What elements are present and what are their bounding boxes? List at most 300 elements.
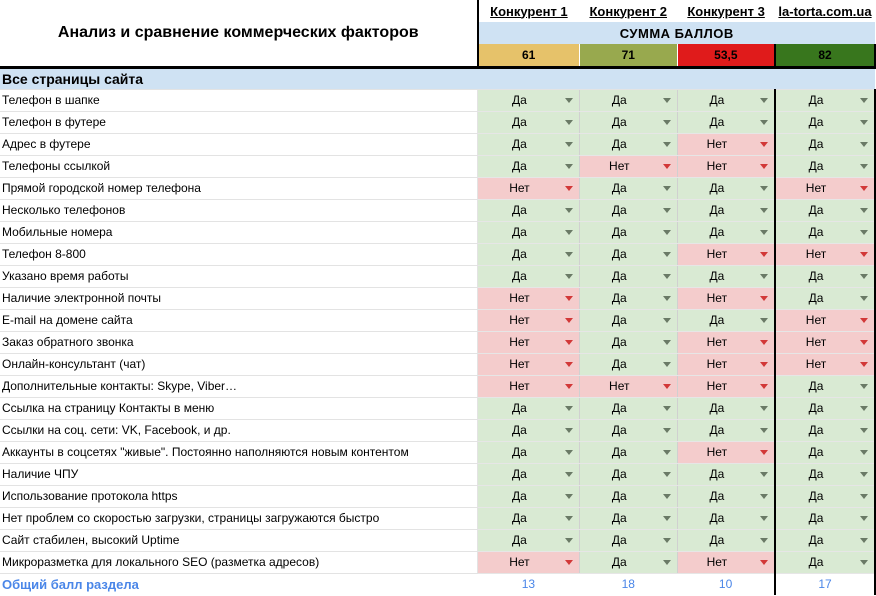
status-dropdown[interactable] <box>579 375 677 397</box>
status-dropdown[interactable] <box>677 155 775 177</box>
status-value: Да <box>611 532 627 547</box>
dropdown-arrow-icon[interactable] <box>565 318 573 323</box>
row-label[interactable]: Мобильные номера <box>0 221 478 243</box>
status-dropdown[interactable] <box>478 551 580 573</box>
dropdown-arrow-icon[interactable] <box>860 274 868 279</box>
total-value[interactable]: 10 <box>718 577 733 592</box>
competitor-3-header[interactable]: Конкурент 3 <box>687 3 765 19</box>
status-value: Да <box>808 136 824 151</box>
status-value: Да <box>512 422 527 437</box>
status-value: Да <box>808 290 824 305</box>
status-dropdown[interactable] <box>478 89 580 111</box>
dropdown-arrow-icon[interactable] <box>565 274 573 279</box>
dropdown-arrow-icon[interactable] <box>663 384 671 389</box>
row-label[interactable]: Аккаунты в соцсетях "живые". Постоянно наполняются новым контентом <box>0 441 478 463</box>
row-label[interactable]: Телефон в футере <box>0 111 478 133</box>
status-value: Да <box>808 554 824 569</box>
status-value: Да <box>709 422 725 437</box>
status-dropdown[interactable] <box>677 265 775 287</box>
table-row <box>0 529 875 551</box>
status-dropdown[interactable] <box>478 375 580 397</box>
status-value: Нет <box>805 312 827 327</box>
total-value[interactable]: 18 <box>621 577 635 592</box>
dropdown-arrow-icon[interactable] <box>860 538 868 543</box>
status-value: Да <box>808 444 824 459</box>
table-row <box>0 89 875 111</box>
dropdown-arrow-icon[interactable] <box>663 98 671 103</box>
status-dropdown[interactable] <box>775 485 875 507</box>
dropdown-arrow-icon[interactable] <box>663 230 671 235</box>
status-value: Да <box>709 92 725 107</box>
dropdown-arrow-icon[interactable] <box>663 208 671 213</box>
dropdown-arrow-icon[interactable] <box>565 362 573 367</box>
status-dropdown[interactable] <box>478 287 580 309</box>
status-dropdown[interactable] <box>478 331 580 353</box>
status-value: Да <box>709 268 725 283</box>
status-value: Нет <box>509 290 530 305</box>
status-dropdown[interactable] <box>775 441 875 463</box>
status-dropdown[interactable] <box>775 529 875 551</box>
status-dropdown[interactable] <box>478 441 580 463</box>
status-dropdown[interactable] <box>579 89 677 111</box>
status-dropdown[interactable] <box>478 133 580 155</box>
status-dropdown[interactable] <box>775 221 875 243</box>
dropdown-arrow-icon[interactable] <box>860 142 868 147</box>
status-dropdown[interactable] <box>677 111 775 133</box>
dropdown-arrow-icon[interactable] <box>760 186 768 191</box>
table-row <box>0 353 875 375</box>
status-dropdown[interactable] <box>478 529 580 551</box>
status-value: Нет <box>509 312 530 327</box>
status-dropdown[interactable] <box>579 331 677 353</box>
status-dropdown[interactable] <box>579 309 677 331</box>
status-dropdown[interactable] <box>579 287 677 309</box>
dropdown-arrow-icon[interactable] <box>565 164 573 169</box>
status-value: Да <box>512 466 527 481</box>
status-value: Да <box>808 202 824 217</box>
status-value: Да <box>512 400 527 415</box>
row-label[interactable]: Заказ обратного звонка <box>0 331 478 353</box>
dropdown-arrow-icon[interactable] <box>565 384 573 389</box>
dropdown-arrow-icon[interactable] <box>860 560 868 565</box>
status-dropdown[interactable] <box>579 265 677 287</box>
dropdown-arrow-icon[interactable] <box>663 252 671 257</box>
status-dropdown[interactable] <box>677 551 775 573</box>
status-dropdown[interactable] <box>775 551 875 573</box>
status-dropdown[interactable] <box>775 331 875 353</box>
status-value: Нет <box>509 334 530 349</box>
status-dropdown[interactable] <box>677 177 775 199</box>
dropdown-arrow-icon[interactable] <box>760 120 768 125</box>
dropdown-arrow-icon[interactable] <box>760 560 768 565</box>
dropdown-arrow-icon[interactable] <box>663 274 671 279</box>
status-dropdown[interactable] <box>677 397 775 419</box>
dropdown-arrow-icon[interactable] <box>565 252 573 257</box>
table-row <box>0 419 875 441</box>
row-label[interactable]: Указано время работы <box>0 265 478 287</box>
status-value: Да <box>808 92 824 107</box>
status-dropdown[interactable] <box>775 243 875 265</box>
status-dropdown[interactable] <box>478 177 580 199</box>
competitor-2-header[interactable]: Конкурент 2 <box>589 3 668 19</box>
score-competitor-2[interactable]: 71 <box>579 44 677 67</box>
status-value: Да <box>808 224 824 239</box>
status-dropdown[interactable] <box>579 155 677 177</box>
dropdown-arrow-icon[interactable] <box>760 472 768 477</box>
table-row <box>0 441 875 463</box>
status-value: Да <box>611 92 627 107</box>
dropdown-arrow-icon[interactable] <box>860 362 868 367</box>
status-value: Да <box>512 136 527 151</box>
dropdown-arrow-icon[interactable] <box>663 472 671 477</box>
status-dropdown[interactable] <box>579 463 677 485</box>
status-dropdown[interactable] <box>775 133 875 155</box>
status-value: Да <box>512 246 527 261</box>
status-dropdown[interactable] <box>478 265 580 287</box>
status-value: Нет <box>706 334 728 349</box>
status-dropdown[interactable] <box>579 441 677 463</box>
dropdown-arrow-icon[interactable] <box>565 538 573 543</box>
row-label[interactable]: Телефон в шапке <box>0 89 478 111</box>
row-label[interactable]: Наличие электронной почты <box>0 287 478 309</box>
status-dropdown[interactable] <box>579 199 677 221</box>
dropdown-arrow-icon[interactable] <box>663 538 671 543</box>
dropdown-arrow-icon[interactable] <box>565 406 573 411</box>
status-dropdown[interactable] <box>775 199 875 221</box>
status-dropdown[interactable] <box>677 507 775 529</box>
dropdown-arrow-icon[interactable] <box>860 252 868 257</box>
dropdown-arrow-icon[interactable] <box>760 208 768 213</box>
dropdown-arrow-icon[interactable] <box>860 450 868 455</box>
dropdown-arrow-icon[interactable] <box>860 296 868 301</box>
dropdown-arrow-icon[interactable] <box>860 120 868 125</box>
status-value: Да <box>611 246 627 261</box>
table-row <box>0 375 875 397</box>
dropdown-arrow-icon[interactable] <box>565 186 573 191</box>
dropdown-arrow-icon[interactable] <box>760 318 768 323</box>
score-own-site[interactable]: 82 <box>775 44 875 67</box>
dropdown-arrow-icon[interactable] <box>760 494 768 499</box>
row-label[interactable]: Дополнительные контакты: Skype, Viber… <box>0 375 478 397</box>
row-label[interactable]: E-mail на домене сайта <box>0 309 478 331</box>
dropdown-arrow-icon[interactable] <box>860 164 868 169</box>
status-value: Да <box>611 180 627 195</box>
status-dropdown[interactable] <box>775 419 875 441</box>
score-competitor-3[interactable]: 53,5 <box>677 44 775 67</box>
dropdown-arrow-icon[interactable] <box>565 208 573 213</box>
status-dropdown[interactable] <box>579 111 677 133</box>
dropdown-arrow-icon[interactable] <box>663 494 671 499</box>
table-row <box>0 133 875 155</box>
dropdown-arrow-icon[interactable] <box>565 560 573 565</box>
status-dropdown[interactable] <box>677 331 775 353</box>
row-label[interactable]: Ссылка на страницу Контакты в меню <box>0 397 478 419</box>
dropdown-arrow-icon[interactable] <box>760 516 768 521</box>
status-value: Да <box>808 510 824 525</box>
table-row <box>0 199 875 221</box>
dropdown-arrow-icon[interactable] <box>663 428 671 433</box>
status-dropdown[interactable] <box>579 177 677 199</box>
status-dropdown[interactable] <box>478 199 580 221</box>
table-row <box>0 177 875 199</box>
status-dropdown[interactable] <box>677 529 775 551</box>
dropdown-arrow-icon[interactable] <box>565 494 573 499</box>
dropdown-arrow-icon[interactable] <box>565 296 573 301</box>
dropdown-arrow-icon[interactable] <box>860 230 868 235</box>
status-value: Нет <box>706 290 728 305</box>
status-value: Да <box>709 180 725 195</box>
section-header: Все страницы сайта <box>0 67 875 89</box>
status-value: Нет <box>805 246 827 261</box>
status-dropdown[interactable] <box>775 155 875 177</box>
dropdown-arrow-icon[interactable] <box>860 472 868 477</box>
status-dropdown[interactable] <box>478 309 580 331</box>
dropdown-arrow-icon[interactable] <box>663 450 671 455</box>
status-value: Да <box>512 158 527 173</box>
status-value: Нет <box>805 334 827 349</box>
dropdown-arrow-icon[interactable] <box>860 384 868 389</box>
status-value: Да <box>808 532 824 547</box>
status-value: Нет <box>609 158 630 173</box>
status-dropdown[interactable] <box>677 133 775 155</box>
status-value: Да <box>808 400 824 415</box>
status-dropdown[interactable] <box>579 551 677 573</box>
status-dropdown[interactable] <box>677 375 775 397</box>
page-title: Анализ и сравнение коммерческих факторов <box>0 0 478 67</box>
status-dropdown[interactable] <box>775 287 875 309</box>
status-value: Да <box>611 510 627 525</box>
dropdown-arrow-icon[interactable] <box>860 340 868 345</box>
dropdown-arrow-icon[interactable] <box>565 428 573 433</box>
status-value: Да <box>709 312 725 327</box>
status-dropdown[interactable] <box>478 221 580 243</box>
status-dropdown[interactable] <box>775 463 875 485</box>
status-value: Да <box>709 400 725 415</box>
dropdown-arrow-icon[interactable] <box>565 472 573 477</box>
dropdown-arrow-icon[interactable] <box>663 296 671 301</box>
status-dropdown[interactable] <box>478 485 580 507</box>
row-label[interactable]: Сайт стабилен, высокий Uptime <box>0 529 478 551</box>
status-value: Да <box>611 136 627 151</box>
dropdown-arrow-icon[interactable] <box>760 538 768 543</box>
status-value: Нет <box>706 246 728 261</box>
status-value: Да <box>808 158 824 173</box>
status-dropdown[interactable] <box>677 309 775 331</box>
status-dropdown[interactable] <box>677 353 775 375</box>
status-dropdown[interactable] <box>579 485 677 507</box>
own-site-header[interactable]: la-torta.com.ua <box>778 3 872 19</box>
status-dropdown[interactable] <box>478 243 580 265</box>
status-value: Да <box>611 114 627 129</box>
dropdown-arrow-icon[interactable] <box>760 450 768 455</box>
status-dropdown[interactable] <box>677 463 775 485</box>
dropdown-arrow-icon[interactable] <box>760 362 768 367</box>
table-row <box>0 155 875 177</box>
table-row <box>0 221 875 243</box>
status-dropdown[interactable] <box>677 243 775 265</box>
dropdown-arrow-icon[interactable] <box>860 318 868 323</box>
status-value: Да <box>611 334 627 349</box>
status-value: Да <box>611 290 627 305</box>
status-value: Нет <box>805 356 827 371</box>
status-dropdown[interactable] <box>677 287 775 309</box>
dropdown-arrow-icon[interactable] <box>860 186 868 191</box>
dropdown-arrow-icon[interactable] <box>860 208 868 213</box>
dropdown-arrow-icon[interactable] <box>760 98 768 103</box>
status-value: Да <box>512 488 527 503</box>
status-dropdown[interactable] <box>478 507 580 529</box>
status-value: Нет <box>706 356 728 371</box>
dropdown-arrow-icon[interactable] <box>760 230 768 235</box>
dropdown-arrow-icon[interactable] <box>760 164 768 169</box>
status-value: Да <box>709 532 725 547</box>
row-label[interactable]: Телефон 8-800 <box>0 243 478 265</box>
dropdown-arrow-icon[interactable] <box>565 120 573 125</box>
total-value[interactable]: 13 <box>521 577 536 592</box>
dropdown-arrow-icon[interactable] <box>565 450 573 455</box>
total-label: Общий балл раздела <box>2 576 139 592</box>
dropdown-arrow-icon[interactable] <box>663 318 671 323</box>
status-value: Да <box>808 466 824 481</box>
row-label[interactable]: Использование протокола https <box>0 485 478 507</box>
dropdown-arrow-icon[interactable] <box>760 406 768 411</box>
status-value: Да <box>512 224 527 239</box>
status-dropdown[interactable] <box>677 221 775 243</box>
dropdown-arrow-icon[interactable] <box>663 186 671 191</box>
status-dropdown[interactable] <box>579 529 677 551</box>
score-competitor-1[interactable]: 61 <box>478 44 580 67</box>
status-value: Да <box>808 488 824 503</box>
dropdown-arrow-icon[interactable] <box>760 296 768 301</box>
dropdown-arrow-icon[interactable] <box>760 142 768 147</box>
status-dropdown[interactable] <box>775 397 875 419</box>
dropdown-arrow-icon[interactable] <box>860 98 868 103</box>
dropdown-arrow-icon[interactable] <box>860 516 868 521</box>
status-dropdown[interactable] <box>677 485 775 507</box>
dropdown-arrow-icon[interactable] <box>663 164 671 169</box>
status-dropdown[interactable] <box>775 111 875 133</box>
status-value: Да <box>611 422 627 437</box>
row-label[interactable]: Микроразметка для локального SEO (разметка адресов) <box>0 551 478 573</box>
status-value: Да <box>709 202 725 217</box>
status-value: Да <box>611 488 627 503</box>
status-dropdown[interactable] <box>478 419 580 441</box>
dropdown-arrow-icon[interactable] <box>760 274 768 279</box>
dropdown-arrow-icon[interactable] <box>663 120 671 125</box>
status-dropdown[interactable] <box>677 89 775 111</box>
dropdown-arrow-icon[interactable] <box>663 142 671 147</box>
status-value: Да <box>512 444 527 459</box>
status-dropdown[interactable] <box>579 221 677 243</box>
status-dropdown[interactable] <box>677 199 775 221</box>
totals-row <box>0 573 875 595</box>
dropdown-arrow-icon[interactable] <box>760 340 768 345</box>
dropdown-arrow-icon[interactable] <box>565 230 573 235</box>
status-dropdown[interactable] <box>775 89 875 111</box>
row-label[interactable]: Прямой городской номер телефона <box>0 177 478 199</box>
status-dropdown[interactable] <box>775 177 875 199</box>
status-value: Да <box>709 510 725 525</box>
status-value: Да <box>512 114 527 129</box>
status-value: Да <box>709 114 725 129</box>
competitor-1-header[interactable]: Конкурент 1 <box>490 3 568 19</box>
dropdown-arrow-icon[interactable] <box>860 428 868 433</box>
dropdown-arrow-icon[interactable] <box>860 494 868 499</box>
dropdown-arrow-icon[interactable] <box>860 406 868 411</box>
status-value: Нет <box>706 158 728 173</box>
status-dropdown[interactable] <box>478 155 580 177</box>
status-dropdown[interactable] <box>478 111 580 133</box>
dropdown-arrow-icon[interactable] <box>565 340 573 345</box>
row-label[interactable]: Наличие ЧПУ <box>0 463 478 485</box>
status-value: Да <box>709 488 725 503</box>
total-value[interactable]: 17 <box>775 573 875 595</box>
status-dropdown[interactable] <box>775 507 875 529</box>
dropdown-arrow-icon[interactable] <box>663 516 671 521</box>
status-dropdown[interactable] <box>579 507 677 529</box>
row-label[interactable]: Ссылки на соц. сети: VK, Facebook, и др. <box>0 419 478 441</box>
dropdown-arrow-icon[interactable] <box>565 98 573 103</box>
status-dropdown[interactable] <box>677 419 775 441</box>
status-value: Нет <box>509 554 530 569</box>
status-value: Да <box>611 554 627 569</box>
table-row <box>0 265 875 287</box>
dropdown-arrow-icon[interactable] <box>663 406 671 411</box>
table-row <box>0 111 875 133</box>
status-value: Нет <box>805 180 827 195</box>
dropdown-arrow-icon[interactable] <box>760 384 768 389</box>
status-dropdown[interactable] <box>478 397 580 419</box>
dropdown-arrow-icon[interactable] <box>663 362 671 367</box>
row-label[interactable]: Онлайн-консультант (чат) <box>0 353 478 375</box>
dropdown-arrow-icon[interactable] <box>663 340 671 345</box>
status-value: Да <box>808 268 824 283</box>
status-value: Да <box>611 400 627 415</box>
status-value: Да <box>611 202 627 217</box>
status-value: Да <box>808 422 824 437</box>
status-dropdown[interactable] <box>677 441 775 463</box>
status-value: Нет <box>509 378 530 393</box>
status-dropdown[interactable] <box>775 353 875 375</box>
status-value: Нет <box>609 378 630 393</box>
row-label[interactable]: Нет проблем со скоростью загрузки, страницы загружаются быстро <box>0 507 478 529</box>
status-dropdown[interactable] <box>478 353 580 375</box>
status-value: Нет <box>706 444 728 459</box>
row-label[interactable]: Телефоны ссылкой <box>0 155 478 177</box>
dropdown-arrow-icon[interactable] <box>760 428 768 433</box>
table-row <box>0 243 875 265</box>
status-value: Да <box>611 268 627 283</box>
status-dropdown[interactable] <box>579 133 677 155</box>
status-value: Нет <box>706 554 728 569</box>
dropdown-arrow-icon[interactable] <box>760 252 768 257</box>
status-dropdown[interactable] <box>775 265 875 287</box>
status-dropdown[interactable] <box>775 375 875 397</box>
dropdown-arrow-icon[interactable] <box>663 560 671 565</box>
status-dropdown[interactable] <box>775 309 875 331</box>
row-label[interactable]: Несколько телефонов <box>0 199 478 221</box>
dropdown-arrow-icon[interactable] <box>565 516 573 521</box>
status-value: Да <box>512 510 527 525</box>
status-value: Да <box>709 224 725 239</box>
status-dropdown[interactable] <box>579 419 677 441</box>
status-dropdown[interactable] <box>579 397 677 419</box>
row-label[interactable]: Адрес в футере <box>0 133 478 155</box>
dropdown-arrow-icon[interactable] <box>565 142 573 147</box>
status-dropdown[interactable] <box>478 463 580 485</box>
status-dropdown[interactable] <box>579 243 677 265</box>
status-dropdown[interactable] <box>579 353 677 375</box>
